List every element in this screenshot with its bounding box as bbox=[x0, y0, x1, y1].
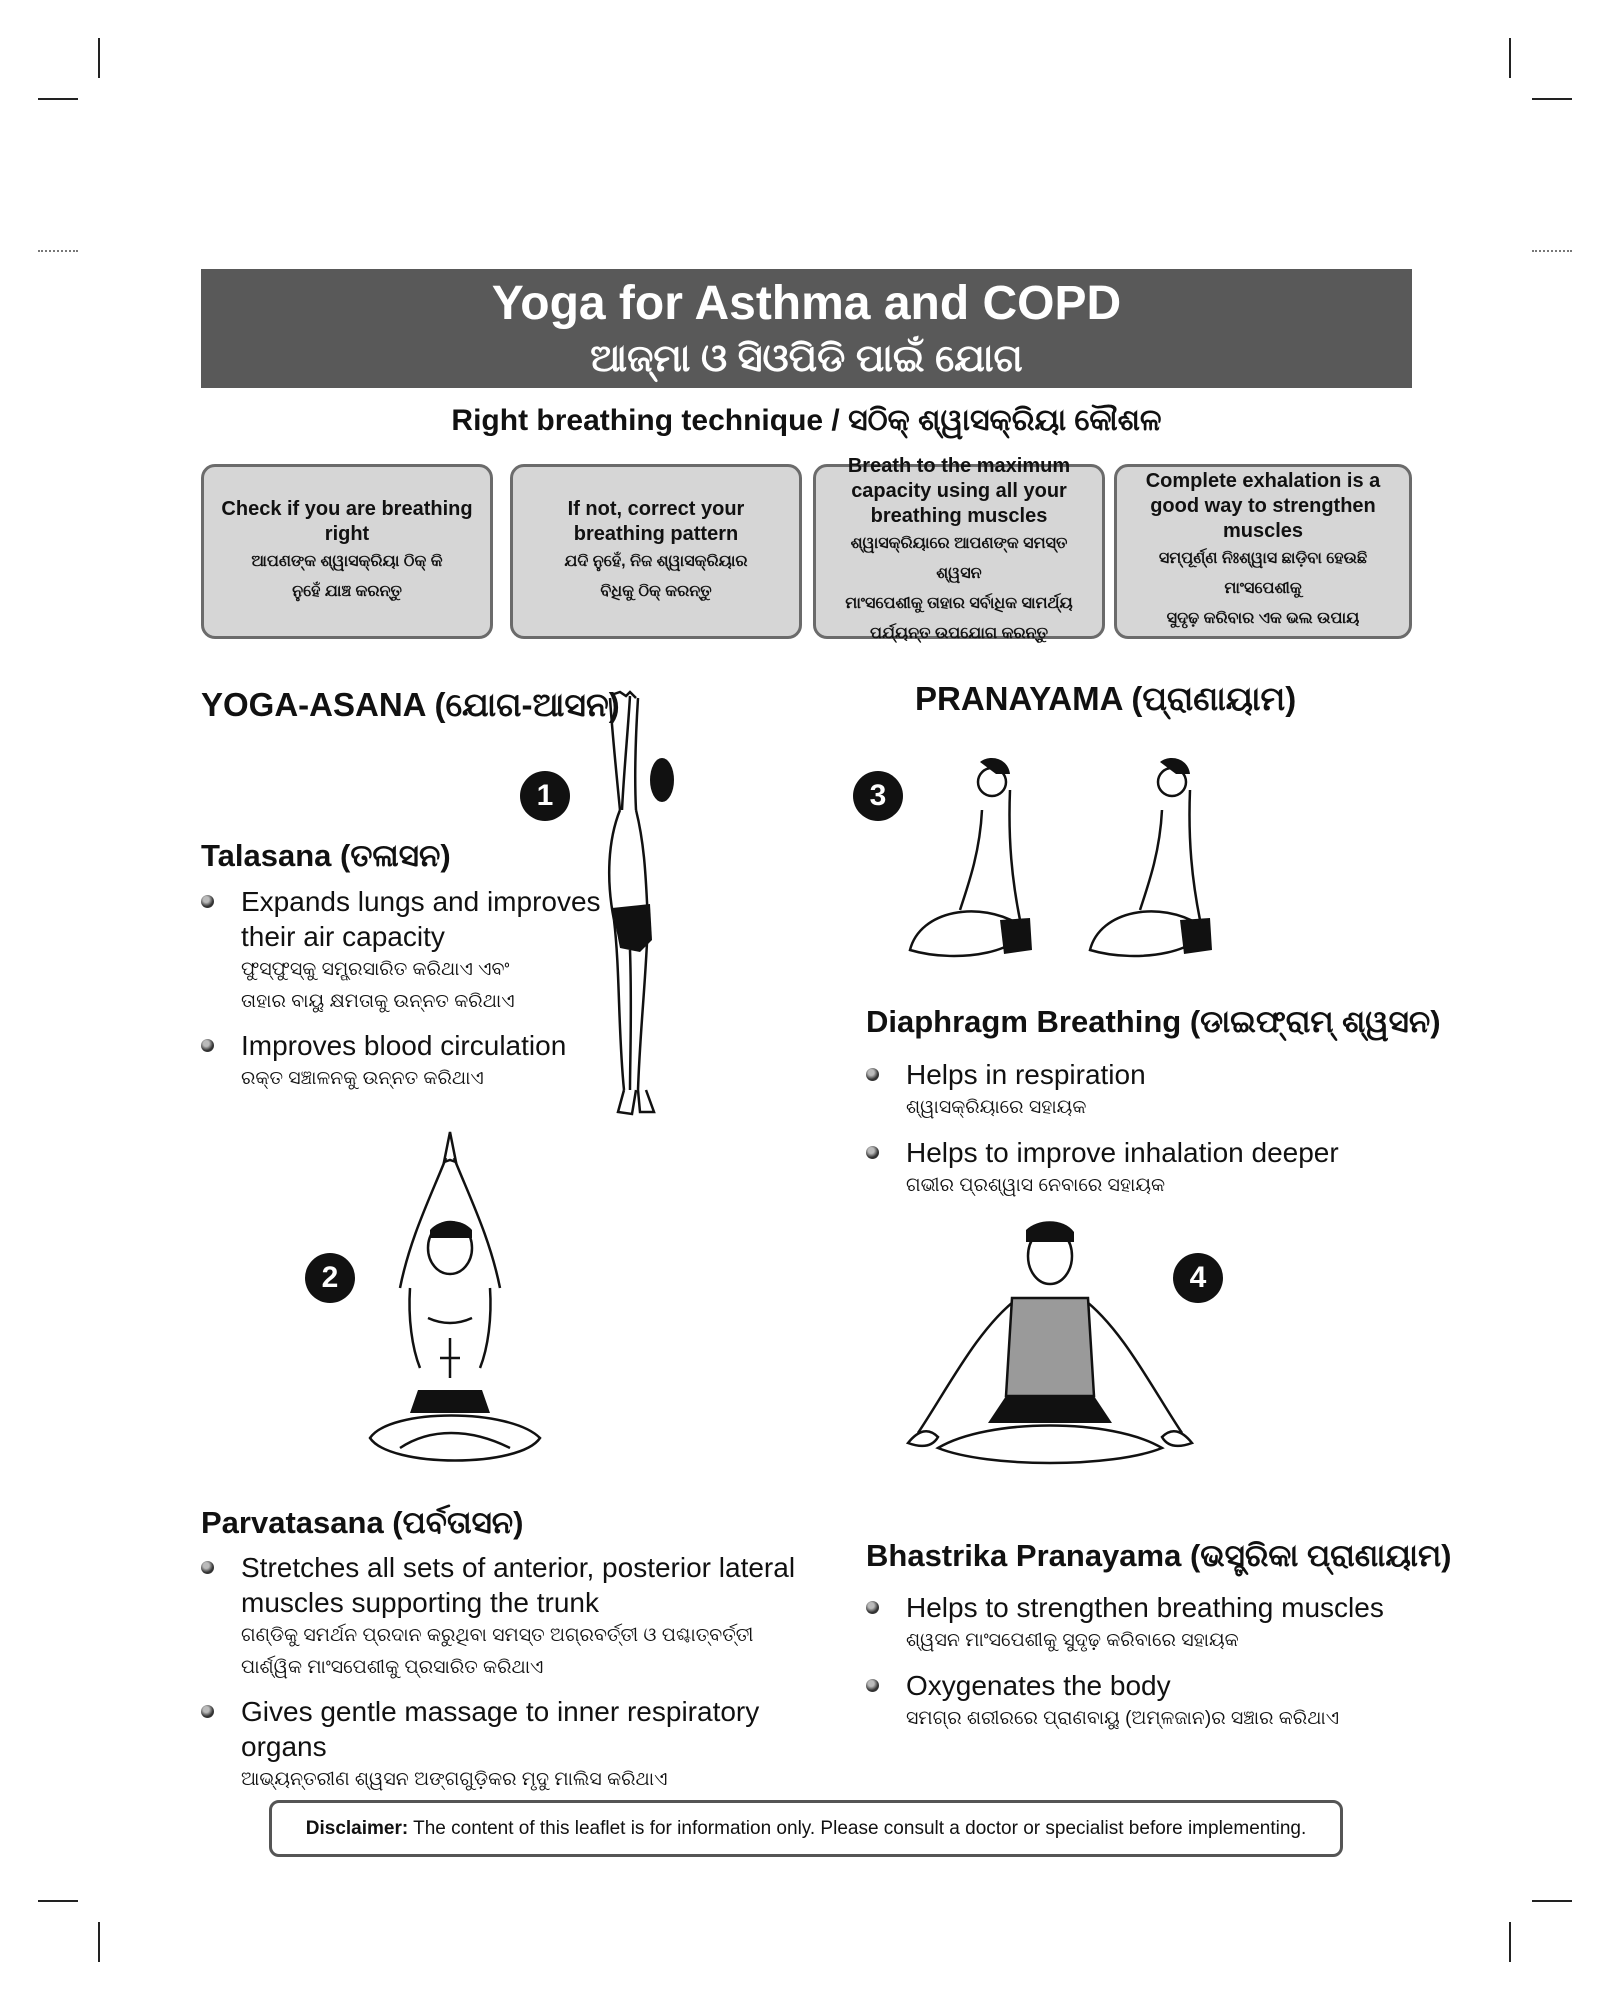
technique-box-correct bbox=[510, 464, 802, 639]
bullet-dot bbox=[866, 1146, 879, 1159]
crop-mark bbox=[1509, 1922, 1511, 1962]
point-text-or: ପାର୍ଶ୍ୱିକ ମାଂସପେଶୀକୁ ପ୍ରସାରିତ କରିଥାଏ bbox=[241, 1657, 544, 1678]
box-text-or: ସୁଦୃଢ଼ କରିବାର ଏକ ଭଲ ଉପାୟ bbox=[1166, 610, 1360, 627]
point-text-en: Expands lungs and improves bbox=[241, 886, 601, 917]
bhastrika-title: Bhastrika Pranayama (ଭସ୍ତ୍ରିକା ପ୍ରାଣାୟାମ) bbox=[866, 1538, 1452, 1573]
bullet-dot bbox=[201, 1705, 214, 1718]
point-text-or: ତାହାର ବାୟୁ କ୍ଷମତାକୁ ଉନ୍ନତ କରିଥାଏ bbox=[241, 991, 515, 1012]
disclaimer-text: The content of this leaflet is for information only. Please consult a doctor or specialist before implementing. bbox=[408, 1818, 1307, 1839]
crop-mark bbox=[98, 38, 100, 78]
box-text-en: Complete exhalation is a good way to strengthen muscles bbox=[1145, 470, 1381, 542]
box-text-or: ମାଂସପେଶୀକୁ bbox=[1224, 580, 1302, 597]
disclaimer-box bbox=[269, 1800, 1343, 1857]
talasana-figure bbox=[590, 690, 680, 1135]
box-text-en: Check if you are breathing right bbox=[221, 497, 473, 545]
crop-mark bbox=[1532, 1900, 1572, 1902]
box-text-or: ମାଂସପେଶୀକୁ ତାହାର ସର୍ବାଧିକ ସାମର୍ଥ୍ୟ bbox=[845, 595, 1073, 612]
bullet-dot bbox=[866, 1068, 879, 1081]
list-item bbox=[201, 1694, 841, 1796]
point-text-en: Helps in respiration bbox=[906, 1059, 1146, 1090]
point-text-en: Improves blood circulation bbox=[241, 1030, 567, 1061]
box-text-or: ଶ୍ୱାସକ୍ରିୟାରେ ଆପଣଙ୍କ ସମସ୍ତ ଶ୍ୱସନ bbox=[850, 535, 1068, 582]
yoga-asana-heading: YOGA-ASANA (ଯୋଗ-ଆସନ) bbox=[201, 686, 620, 723]
crop-mark bbox=[38, 98, 78, 100]
point-text-or: ଗଣ୍ଡିକୁ ସମର୍ଥନ ପ୍ରଦାନ କରୁଥିବା ସମସ୍ତ ଅଗ୍ରବର୍ତ୍ତୀ ଓ ପଶ୍ଚାତ୍‌ବର୍ତ୍ତୀ bbox=[241, 1625, 754, 1646]
crop-mark bbox=[1532, 98, 1572, 100]
bullet-dot bbox=[201, 1039, 214, 1052]
point-text-or: ଗଭୀର ପ୍ରଶ୍ୱାସ ନେବାରେ ସହାୟକ bbox=[906, 1175, 1166, 1196]
point-text-en: their air capacity bbox=[241, 921, 445, 952]
list-item bbox=[201, 884, 601, 1018]
parvatasana-figure bbox=[350, 1128, 560, 1483]
page-title: Yoga for Asthma and COPD bbox=[491, 277, 1122, 330]
point-text-en: Stretches all sets of anterior, posterior lateral bbox=[241, 1552, 796, 1583]
diaphragm-breathing-title: Diaphragm Breathing (ଡାଇଫ୍ରାମ୍ ଶ୍ୱସନ) bbox=[866, 1004, 1441, 1039]
bullet-dot bbox=[866, 1679, 879, 1692]
point-text-en: Oxygenates the body bbox=[906, 1670, 1171, 1701]
crop-mark bbox=[38, 1900, 78, 1902]
bullet-dot bbox=[201, 1561, 214, 1574]
box-text-en: Breath to the maximum capacity using all your breathing muscles bbox=[847, 455, 1071, 527]
pranayama-heading: PRANAYAMA (ପ୍ରାଣାୟାମ) bbox=[915, 680, 1297, 717]
number-badge: 3 bbox=[853, 771, 903, 821]
box-text-or: ବିଧିକୁ ଠିକ୍ କରନ୍ତୁ bbox=[600, 582, 712, 600]
hair-shape bbox=[650, 758, 674, 802]
box-text-or: ସମ୍ପୂର୍ଣ୍ଣ ନିଃଶ୍ୱାସ ଛାଡ଼ିବା ହେଉଛି bbox=[1158, 550, 1368, 567]
point-text-en: Helps to strengthen breathing muscles bbox=[906, 1592, 1384, 1623]
talasana-title: Talasana (ତଳାସନ) bbox=[201, 838, 451, 873]
title-banner bbox=[201, 269, 1412, 388]
crop-mark bbox=[1509, 38, 1511, 78]
list-item bbox=[866, 1590, 1406, 1657]
point-text-or: ଶ୍ୱାସକ୍ରିୟାରେ ସହାୟକ bbox=[906, 1097, 1087, 1118]
bullet-dot bbox=[201, 895, 214, 908]
page-title-odia: ଆଜ୍‌ମା ଓ ସିଓପିଡି ପାଇଁ ଯୋଗ bbox=[590, 338, 1023, 380]
list-item bbox=[866, 1057, 1386, 1124]
point-text-en: Helps to improve inhalation deeper bbox=[906, 1137, 1339, 1168]
crop-mark bbox=[98, 1922, 100, 1962]
disclaimer-label: Disclaimer: bbox=[305, 1818, 409, 1839]
list-item bbox=[866, 1135, 1386, 1202]
point-text-or: ଶ୍ୱସନ ମାଂସପେଶୀକୁ ସୁଦୃଢ଼ କରିବାରେ ସହାୟକ bbox=[906, 1630, 1239, 1651]
technique-box-exhalation bbox=[1114, 464, 1412, 639]
registration-dots bbox=[38, 250, 78, 252]
point-text-or: ସମଗ୍ର ଶରୀରରେ ପ୍ରାଣବାୟୁ (ଅମ୍ଳଜାନ)ର ସଞ୍ଚାର କରିଥାଏ bbox=[906, 1708, 1340, 1729]
list-item bbox=[201, 1028, 601, 1095]
box-text-or: ନୁହେଁ ଯାଞ୍ଚ କରନ୍ତୁ bbox=[292, 582, 402, 600]
point-text-en: muscles supporting the trunk bbox=[241, 1587, 599, 1618]
point-text-or: ରକ୍ତ ସଞ୍ଚାଳନକୁ ଉନ୍ନତ କରିଥାଏ bbox=[241, 1068, 484, 1089]
bullet-dot bbox=[866, 1601, 879, 1614]
diaphragm-breathing-figure bbox=[900, 750, 1240, 980]
box-text-or: ଯଦି ନୁହେଁ, ନିଜ ଶ୍ୱାସକ୍ରିୟାର bbox=[564, 552, 748, 570]
box-text-or: ପର୍ଯ୍ୟନ୍ତ ଉପଯୋଗ କରନ୍ତୁ bbox=[870, 625, 1048, 642]
technique-box-maximum bbox=[813, 455, 1105, 642]
box-text-or: ଆପଣଙ୍କ ଶ୍ୱାସକ୍ରିୟା ଠିକ୍ କି bbox=[251, 552, 443, 570]
number-badge: 4 bbox=[1173, 1253, 1223, 1303]
point-text-or: ଆଭ୍ୟନ୍ତରୀଣ ଶ୍ୱସନ ଅଙ୍ଗଗୁଡ଼ିକର ମୃଦୁ ମାଲିସ କରିଥାଏ bbox=[241, 1769, 668, 1790]
technique-box-check bbox=[201, 464, 493, 639]
parvatasana-title: Parvatasana (ପର୍ବତାସନ) bbox=[201, 1505, 524, 1540]
box-text-en: If not, correct your breathing pattern bbox=[567, 497, 745, 545]
registration-dots bbox=[1532, 250, 1572, 252]
number-badge: 1 bbox=[520, 771, 570, 821]
point-text-or: ଫୁସ୍‌ଫୁସ୍‌କୁ ସମ୍ପ୍ରସାରିତ କରିଥାଏ ଏବଂ bbox=[241, 959, 510, 980]
bhastrika-figure bbox=[898, 1218, 1202, 1483]
point-text-en: Gives gentle massage to inner respiratory organs bbox=[241, 1696, 760, 1762]
technique-heading: Right breathing technique / ସଠିକ୍ ଶ୍ୱାସକ୍ରିୟା କୌଶଳ bbox=[451, 404, 1162, 437]
list-item bbox=[201, 1550, 821, 1684]
number-badge: 2 bbox=[305, 1253, 355, 1303]
list-item bbox=[866, 1668, 1406, 1735]
